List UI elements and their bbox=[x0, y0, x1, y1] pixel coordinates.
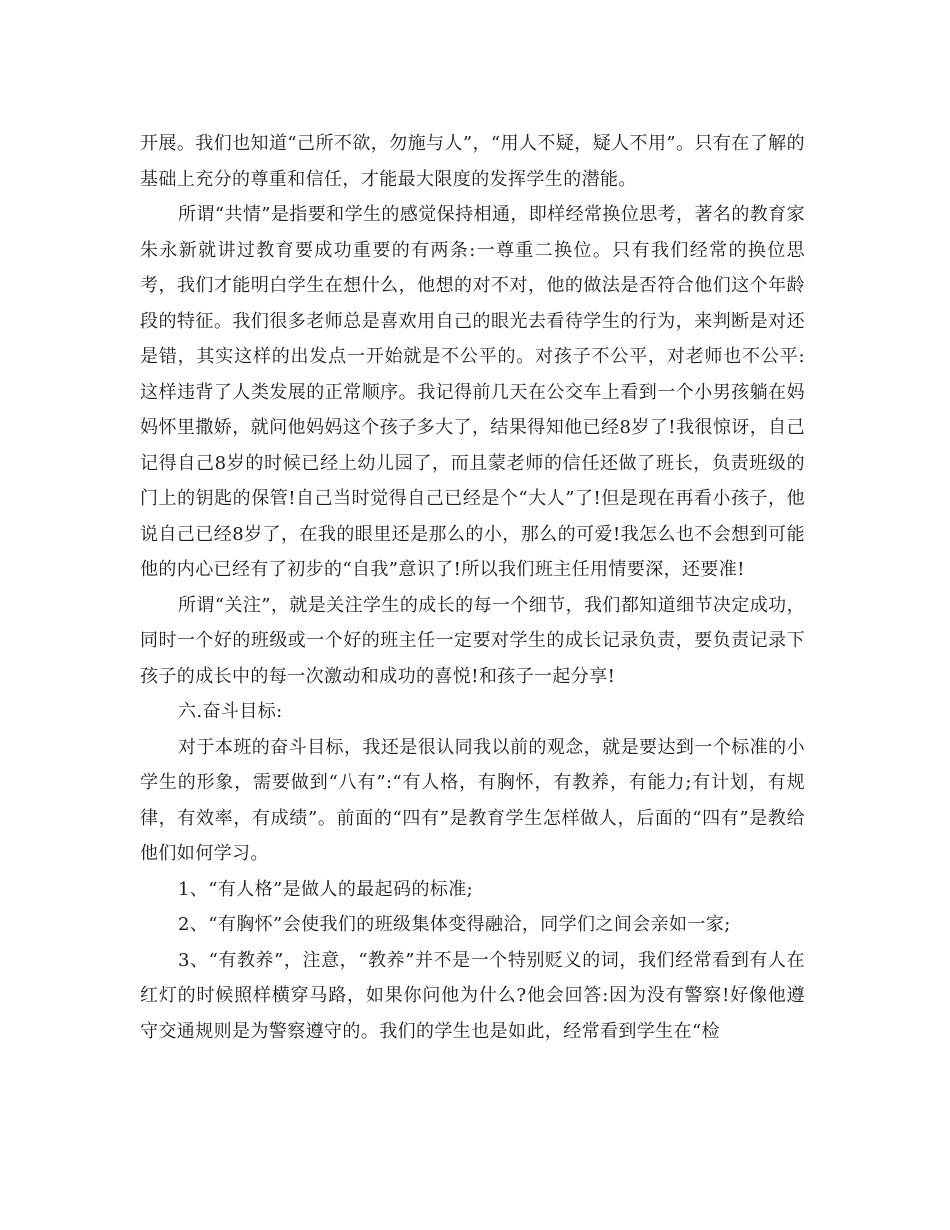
paragraph-3: 所谓“关注”，就是关注学生的成长的每一个细节，我们都知道细节决定成功，同时一个好的班级或一个好的班主任一定要对学生的成长记录负责，要负责记录下孩子的成长中的每一次激动和成功的喜悦!和孩子一起分享! bbox=[140, 594, 805, 687]
paragraph-2: 所谓“共情”是指要和学生的感觉保持相通，即样经常换位思考，著名的教育家朱永新就讲过教育要成功重要的有两条:一尊重二换位。只有我们经常的换位思考，我们才能明白学生在想什么，他想的对不对，他的做法是否符合他们这个年龄段的特征。我们很多老师总是喜欢用自己的眼光去看待学生的行为，来判断是对还是错，其实这样的出发点一开始就是不公平的。对孩子不公平，对老师也不公平:这样违背了人类发展的正常顺序。我记得前几天在公交车上看到一个小男孩躺在妈妈怀里撒娇，就问他妈妈这个孩子多大了，结果得知他已经8岁了!我很惊讶，自己记得自己8岁的时候已经上幼儿园了，而且蒙老师的信任还做了班长，负责班级的门上的钥匙的保管!自己当时觉得自己已经是个“大人”了!但是现在再看小孩子，他说自己已经8岁了，在我的眼里还是那么的小，那么的可爱!我怎么也不会想到可能他的内心已经有了初步的“自我”意识了!所以我们班主任用情要深，还要准! bbox=[140, 204, 805, 580]
section-heading: 六.奋斗目标: bbox=[178, 701, 283, 722]
list-item-1: 1、“有人格”是做人的最起码的标准; bbox=[178, 878, 474, 900]
list-item-2: 2、“有胸怀”会使我们的班级集体变得融洽，同学们之间会亲如一家; bbox=[178, 914, 731, 935]
document-body bbox=[140, 126, 805, 1049]
paragraph-4: 对于本班的奋斗目标，我还是很认同我以前的观念，就是要达到一个标准的小学生的形象，需要做到“八有”:“有人格，有胸怀，有教养，有能力;有计划，有规律，有效率，有成绩”。前面的“四有”是教育学生怎样做人，后面的“四有”是教给他们如何学习。 bbox=[140, 736, 805, 864]
list-item-3: 3、“有教养”，注意，“教养”并不是一个特别贬义的词，我们经常看到有人在红灯的时候照样横穿马路，如果你问他为什么?他会回答:因为没有警察!好像他遵守交通规则是为警察遵守的。我们的学生也是如此，经常看到学生在“检 bbox=[140, 949, 805, 1042]
paragraph-1: 开展。我们也知道“己所不欲，勿施与人”，“用人不疑，疑人不用”。只有在了解的基础上充分的尊重和信任，才能最大限度的发挥学生的潜能。 bbox=[140, 133, 805, 190]
